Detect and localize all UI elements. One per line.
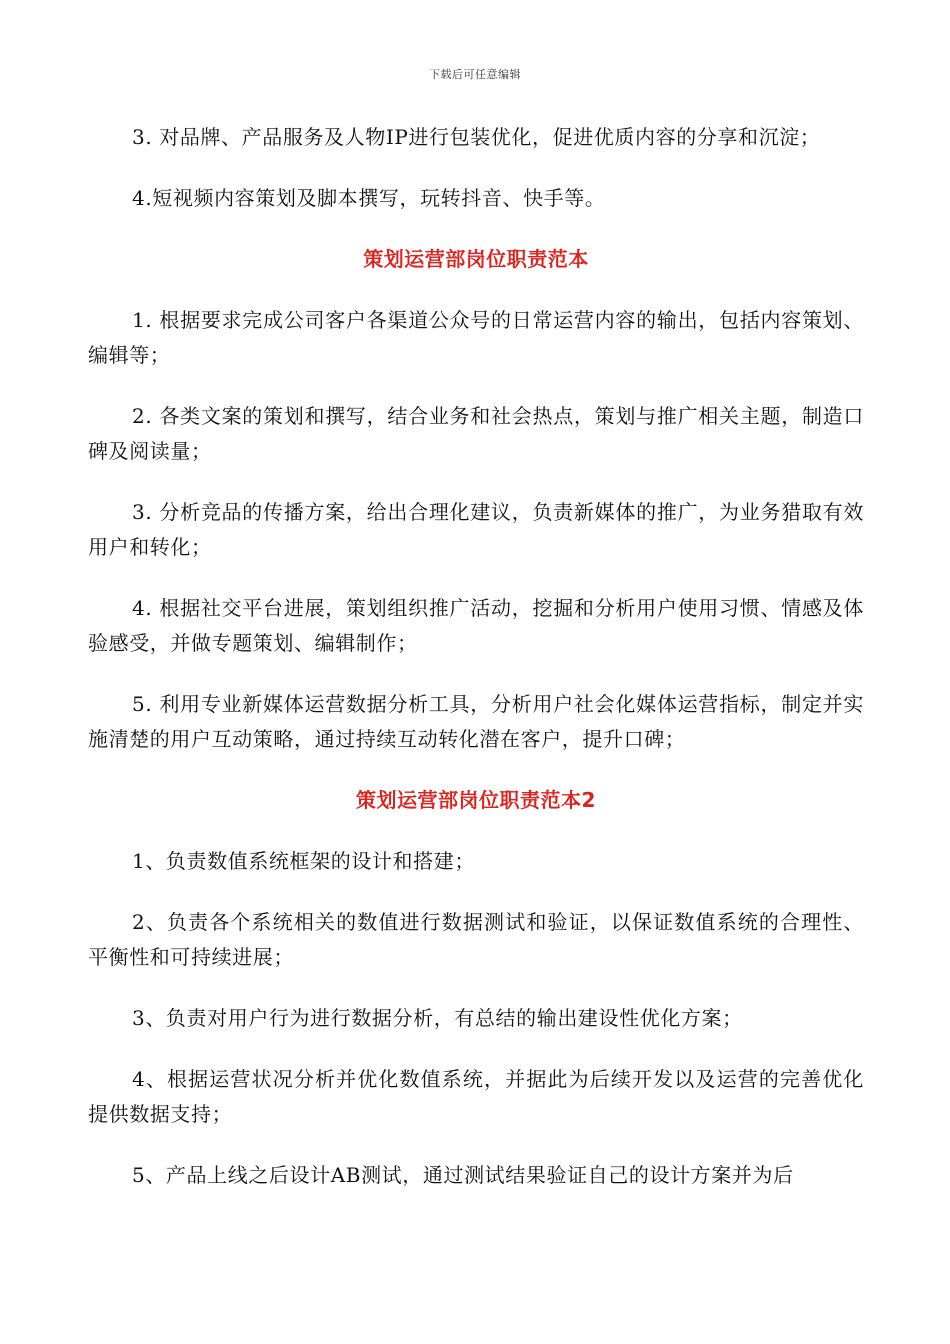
section-2-item-5: 5、产品上线之后设计AB测试，通过测试结果验证自己的设计方案并为后 [132, 1163, 794, 1187]
section-1-item-1: 1. 根据要求完成公司客户各渠道公众号的日常运营内容的输出，包括内容策划、编辑等； [88, 308, 864, 367]
section-1-item-3: 3. 分析竞品的传播方案，给出合理化建议，负责新媒体的推广，为业务猎取有效用户和转化； [88, 500, 864, 559]
page-header: 下载后可任意编辑 [429, 68, 521, 81]
section-2-title: 策划运营部岗位职责范本2 [356, 788, 596, 812]
section-2-item-4: 4、根据运营状况分析并优化数值系统，并据此为后续开发以及运营的完善优化提供数据支持； [88, 1067, 864, 1126]
section-2-item-1: 1、负责数值系统框架的设计和搭建； [132, 849, 475, 873]
intro-item-4: 4.短视频内容策划及脚本撰写，玩转抖音、快手等。 [132, 186, 606, 210]
document-body [88, 120, 864, 1219]
section-2-item-2: 2、负责各个系统相关的数值进行数据测试和验证，以保证数值系统的合理性、平衡性和可持续进展； [88, 910, 864, 969]
intro-item-3: 3. 对品牌、产品服务及人物IP进行包装优化，促进优质内容的分享和沉淀； [132, 125, 821, 149]
section-1-item-4: 4. 根据社交平台进展，策划组织推广活动，挖掘和分析用户使用习惯、情感及体验感受，并做专题策划、编辑制作； [88, 596, 864, 655]
section-2-item-3: 3、负责对用户行为进行数据分析，有总结的输出建设性优化方案； [132, 1006, 743, 1030]
section-1-item-5: 5. 利用专业新媒体运营数据分析工具，分析用户社会化媒体运营指标，制定并实施清楚的用户互动策略，通过持续互动转化潜在客户，提升口碑； [88, 692, 864, 751]
section-1-item-2: 2. 各类文案的策划和撰写，结合业务和社会热点，策划与推广相关主题，制造口碑及阅读量； [88, 404, 864, 463]
section-1-title: 策划运营部岗位职责范本 [363, 247, 589, 271]
